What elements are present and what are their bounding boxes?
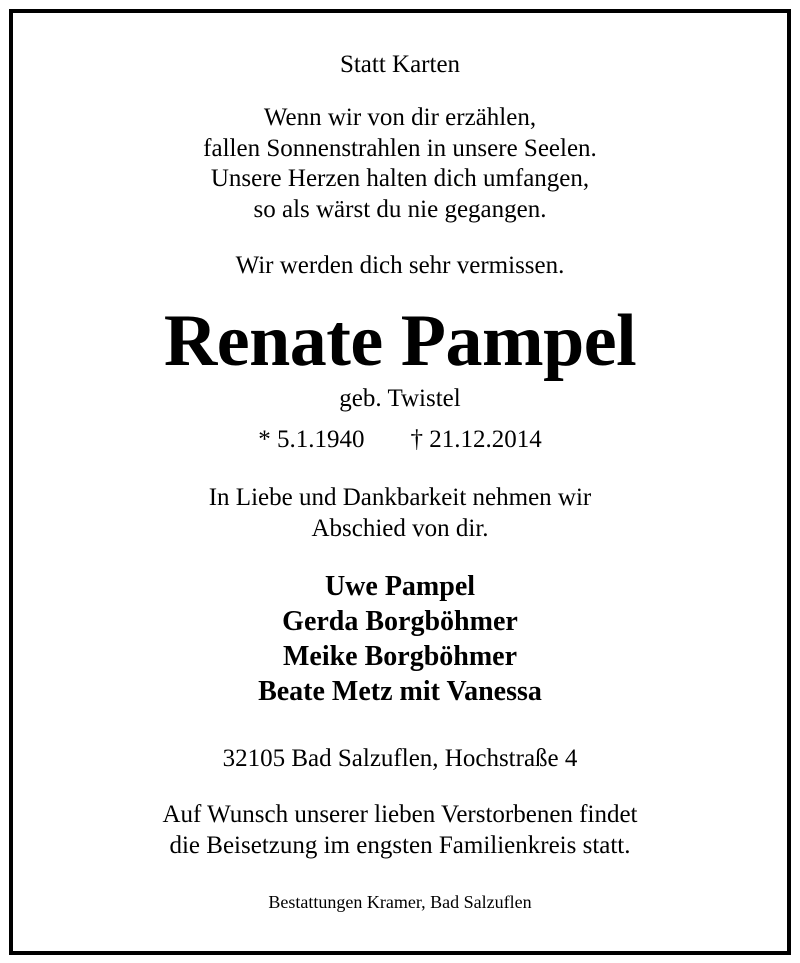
- poem-line: fallen Sonnenstrahlen in unsere Seelen.: [203, 134, 597, 162]
- family-member: Gerda Borgböhmer: [282, 606, 518, 637]
- maiden-name: geb. Twistel: [339, 385, 461, 412]
- family-member: Meike Borgböhmer: [282, 641, 518, 672]
- farewell-text: [0, 483, 800, 544]
- note-line: die Beisetzung im engsten Familienkreis statt.: [169, 832, 631, 859]
- family-member: Uwe Pampel: [324, 571, 476, 602]
- miss-line: Wir werden dich sehr vermissen.: [235, 252, 565, 279]
- poem-line: Unsere Herzen halten dich umfangen,: [210, 165, 590, 192]
- farewell-line: In Liebe und Dankbarkeit nehmen wir: [208, 484, 592, 511]
- birth-date: * 5.1.1940: [258, 426, 365, 453]
- note-line: Auf Wunsch unserer lieben Verstorbenen findet: [162, 801, 638, 828]
- funeral-note: [0, 799, 800, 861]
- family-list: [0, 569, 800, 709]
- address: 32105 Bad Salzuflen, Hochstraße 4: [222, 745, 578, 772]
- intro-text: Statt Karten: [339, 51, 461, 78]
- life-dates: [0, 424, 800, 456]
- farewell-line: Abschied von dir.: [311, 514, 489, 542]
- undertaker: Bestattungen Kramer, Bad Salzuflen: [268, 892, 532, 912]
- poem-line: Wenn wir von dir erzählen,: [263, 104, 537, 131]
- family-member: Beate Metz mit Vanessa: [258, 676, 542, 707]
- death-date: † 21.12.2014: [410, 426, 542, 453]
- deceased-name: Renate Pampel: [163, 300, 637, 382]
- poem-line: so als wärst du nie gegangen.: [253, 195, 547, 223]
- poem: [0, 103, 800, 225]
